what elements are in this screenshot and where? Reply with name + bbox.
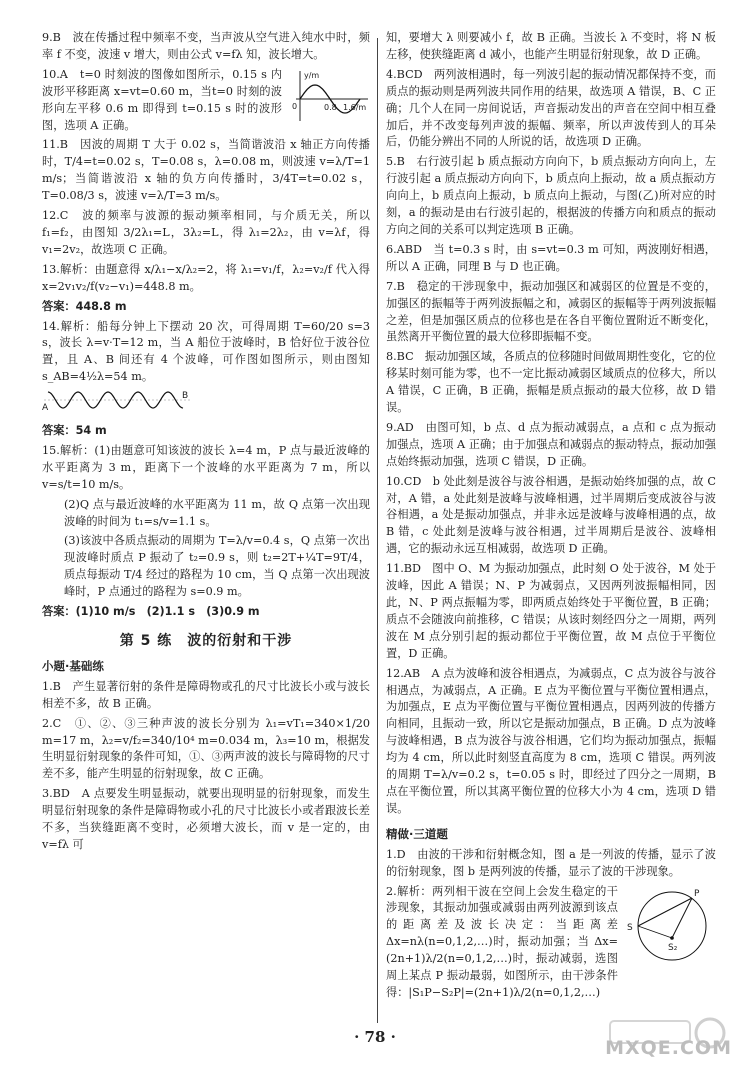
paragraph-text: 12.C 波的频率与波源的振动频率相同，与介质无关，所以 f₁=f₂，由图知 3/2λ₁=L，3λ₂=L，得 λ₁=2λ₂，由 v=λf，得 v₁=2v₂，故选项 C 正确。 (42, 209, 370, 256)
point-s1-label: S (627, 922, 633, 933)
subsection-fine-title: 精做·三道题 (386, 826, 448, 841)
paragraph-text: 11.BD 图中 O、M 为振动加强点，此时刻 O 处于波谷，M 处于波峰，因此 A 错误；N、P 为减弱点，又因两列波振幅相同，因此，N、P 两点振幅为零，即两质点始终处于平衡位置，B 正确；质点不会随波向前推移，C 错误；从该时刻经四分之一周期，两列波在 M 点分别引起的振动都位于平衡位置，故 M 点位于平衡位置，D 正确。 (386, 562, 716, 660)
solution-paragraph (42, 443, 370, 494)
solution-paragraph (386, 349, 716, 417)
paragraph-text: 答案：(1)10 m/s (2)1.1 s (3)0.9 m (42, 605, 260, 619)
solution-paragraph (42, 137, 370, 205)
paragraph-text: 12.AB A 点为波峰和波谷相遇点，为减弱点，C 点为波谷与波谷相遇点，为减弱点，A 正确。E 点为平衡位置与平衡位置相遇点，为加强点，E 点为平衡位置与平衡位置相遇点，因两列波的传播方向相同，且振动一致，所以它是振动加强点，B 正确。D 点为波峰与波峰相遇，B 点为波谷与波谷相遇，它们均为振动加强点，振幅均为 4 cm，所以此时刻竖直高度为 8 cm，选项 C 错误。两列波的周期 T=λ/v=0.2 s，t=0.05 s 时，即经过了四分之一周期，B 点在平衡位置，所以其离平衡位置的位移大小为 4 cm，选项 D 错误。 (386, 666, 716, 815)
paragraph-text: (3)该波中各质点振动的周期为 T=λ/v=0.4 s，Q 点第一次出现波峰时质点 P 振动了 t₂=0.9 s，则 t₂=2T+¼T=9T/4，质点每振动 T/4 经过的路程为 10 cm，当 Q 点第一次出现波峰时，P 点通过的路程为 s=0.9 m。 (64, 534, 370, 599)
solution-paragraph (386, 420, 716, 471)
solution-paragraph (386, 884, 716, 1002)
paragraph-text: 知，要增大 λ 则要减小 f，故 B 正确。当波长 λ 不变时，将 N 板左移，使狭缝距离 d 减小，也能产生明显衍射现象，故 D 正确。 (386, 31, 716, 61)
x-tick-label: 1.6/m (343, 102, 367, 112)
solution-paragraph (42, 262, 370, 296)
boats-wave-figure (42, 388, 192, 412)
paragraph-text: 14.解析：船每分钟上下摆动 20 次，可得周期 T=60/20 s=3 s，波长 λ=v·T=12 m，当 A 船位于波峰时，B 恰好位于波谷位置，且 A、B 间还有 4 个波峰，可作图如图所示，则由图知 s_AB=4½λ=54 m。 (42, 319, 370, 384)
solution-paragraph (386, 561, 716, 662)
paragraph-text: 8.BC 振动加强区域，各质点的位移随时间做周期性变化，它的位移某时刻可能为零，也不一定比振动减弱区域质点的位移大，所以 A 错误，C 正确，B 正确，振幅是质点振动的最大位移，故 D 错误。 (386, 350, 716, 415)
solution-paragraph (386, 242, 716, 276)
interference-circle-figure (624, 886, 716, 966)
y-axis-label: y/m (304, 70, 320, 80)
section-title: 第 5 练 波的衍射和干涉 (119, 633, 293, 649)
paragraph-text: 答案：448.8 m (42, 299, 127, 313)
watermark-logo (590, 1015, 740, 1063)
answer-line (42, 604, 370, 621)
paragraph-text: 6.ABD 当 t=0.3 s 时，由 s=vt=0.3 m 可知，两波刚好相遇，所以 A 正确，同理 B 与 D 也正确。 (386, 242, 716, 273)
answer-line (42, 423, 370, 440)
right-column (386, 30, 716, 1005)
page-number: · 78 · (354, 1028, 396, 1046)
s2-point (670, 936, 674, 940)
paragraph-text: 15.解析：(1)由题意可知该波的波长 λ=4 m，P 点与最近波峰的水平距离为 3 m，距离下一个波峰的水平距离为 7 m，所以 v=s/t=10 m/s。 (42, 443, 370, 491)
answer-line (42, 299, 370, 316)
solution-paragraph (386, 154, 716, 239)
solution-paragraph (386, 30, 716, 64)
paragraph-text: (2)Q 点与最近波峰的水平距离为 11 m，故 Q 点第一次出现波峰的时间为 t₁=s/v=1.1 s。 (64, 497, 370, 528)
solution-paragraph (42, 319, 370, 419)
line-s1-s2 (638, 926, 672, 938)
point-p-label: P (694, 888, 700, 899)
solution-paragraph (386, 666, 716, 818)
paragraph-text: 1.D 由波的干涉和衍射概念知，图 a 是一列波的传播，显示了波的衍射现象，图 b 是两列波的传播，显示了波的干涉现象。 (386, 847, 716, 878)
subsection-basic-title: 小题·基础练 (42, 658, 104, 673)
paragraph-text: 2.解析：两列相干波在空间上会发生稳定的干涉现象，其振动加强或减弱由两列波源到该点的距离差及波长决定：当距离差 Δx=nλ(n=0,1,2,…)时，振动加强；当 Δx=(2n+1)λ/2(n=0,1,2,…)时，振动减弱，选图周上某点 P 振动最弱，如图所示，由干涉条件得：|S₁P−S₂P|=(2n+1)λ/2(n=0,1,2,…) (386, 884, 618, 999)
line-s1-p (638, 898, 692, 926)
point-s2-label: S₂ (668, 942, 678, 953)
paragraph-text: 4.BCD 两列波相遇时，每一列波引起的振动情况都保持不变，而质点的振动则是两列波共同作用的结果，故选项 A 错误，B、C 正确；几个人在同一房间说话，声音振动发出的声音在空间中相互叠加后，并不改变每列声波的振幅、频率，所以声波传到人的耳朵后，仍能分辨出不同的人所说的话，故选项 D 正确。 (386, 67, 716, 149)
solution-paragraph (42, 67, 370, 135)
solution-paragraph (42, 716, 370, 784)
solution-paragraph (42, 497, 370, 531)
solution-paragraph (386, 474, 716, 559)
paragraph-text: 10.A t=0 时刻波的图像如图所示，0.15 s 内波形平移距离 x=vt=0.60 m，当t=0 时刻的波形向左平移 0.6 m 即得到 t=0.15 s 时的波形图，选项 A 正确。 (42, 67, 282, 132)
left-column (42, 30, 370, 857)
x-tick-label: 0.8 (324, 102, 337, 112)
solution-paragraph (42, 679, 370, 713)
paragraph-text: 9.AD 由图可知，b 点、d 点为振动减弱点，a 点和 c 点为振动加强点，选项 A 正确；由于加强点和减弱点的振动特点，振动加强点始终振动加强，选项 C 错误，D 正确。 (386, 420, 716, 468)
solution-paragraph (42, 208, 370, 259)
origin-label: 0 (292, 101, 298, 111)
solution-paragraph (42, 533, 370, 601)
wave-graph-figure (288, 69, 370, 125)
paragraph-text: 10.CD b 处此刻是波谷与波谷相遇，是振动始终加强的点，故 C 对，A 错，a 处此刻是波峰与波峰相遇，过半周期后变成波谷与波谷相遇，a 处是振动加强点，并非永远是波峰与波峰相遇的点，故 B 错，c 处此刻是波峰与波谷相遇，过半周期后是波谷、波峰相遇，它的振动永远互相减弱，故选项 D 正确。 (386, 474, 716, 556)
paragraph-text: 11.B 因波的周期 T 大于 0.02 s，当简谐波沿 x 轴正方向传播时，T/4=t=0.02 s，T=0.08 s，λ=0.08 m，则波速 v=λ/T=1 m/s；当简谐波沿 x 轴的负方向传播时，3/4T=t=0.02 s，T=0.08/3 s，波速 v=λ/T=3 m/s。 (42, 138, 370, 203)
column-divider (377, 38, 378, 1023)
solution-paragraph (386, 279, 716, 347)
solution-paragraph (42, 786, 370, 854)
paragraph-text: 5.B 右行波引起 b 质点振动方向向下，b 质点振动方向向上，左行波引起 a 质点振动方向向下，b 质点向上振动，故 a 质点振动方向向上，b 质点向上振动，b 质点向上振动，与图(乙)所对应的时刻，a 的振动是由右行波引起的，根据波的传播方向和质点的振动方向之间的关系可以判定选项 B 正确。 (386, 155, 716, 236)
solution-paragraph (386, 847, 716, 881)
paragraph-text: 13.解析：由题意得 x/λ₁−x/λ₂=2，将 λ₁=v₁/f，λ₂=v₂/f 代入得 x=2v₁v₂/f(v₂−v₁)=448.8 m。 (42, 262, 370, 293)
solution-paragraph (42, 30, 370, 64)
line-s2-p (672, 898, 692, 938)
boat-a-label: A (42, 403, 49, 413)
paragraph-text: 1.B 产生显著衍射的条件是障碍物或孔的尺寸比波长小或与波长相差不多，故 B 正确。 (42, 679, 370, 710)
paragraph-text: 3.BD A 点要发生明显振动，就要出现明显的衍射现象，而发生明显衍射现象的条件是障碍物或小孔的尺寸比波长小或者跟波长差不多，当狭缝距离不变时，必须增大波长，而 v 是一定的，由 v=fλ 可 (42, 787, 370, 851)
solution-paragraph (386, 67, 716, 152)
paragraph-text: 答案：54 m (42, 424, 107, 438)
paragraph-text: 9.B 波在传播过程中频率不变，当声波从空气进入纯水中时，频率 f 不变，波速 v 增大，则由公式 v=fλ 知，波长增大。 (42, 31, 370, 61)
boat-b-label: B (182, 391, 189, 402)
paragraph-text: 7.B 稳定的干涉现象中，振动加强区和减弱区的位置是不变的，加强区的振幅等于两列波振幅之和，减弱区的振幅等于两列波振幅之差，但是加强区质点的位移也是在各自平衡位置附近不断变化，虽然离开平衡位置的最大位移即振幅不变。 (386, 279, 716, 344)
watermark-text: MXQE.COM (605, 1037, 732, 1059)
paragraph-text: 2.C ①、②、③三种声波的波长分别为 λ₁=vT₁=340×1/20 m=17 m，λ₂=v/f₂=340/10⁴ m=0.034 m，λ₃=10 m，根据发生明显衍射现象的条件可知，①、③两声波的波长与障碍物的尺寸差不多，能产生明显的衍射现象，故 C 正确。 (42, 716, 370, 781)
